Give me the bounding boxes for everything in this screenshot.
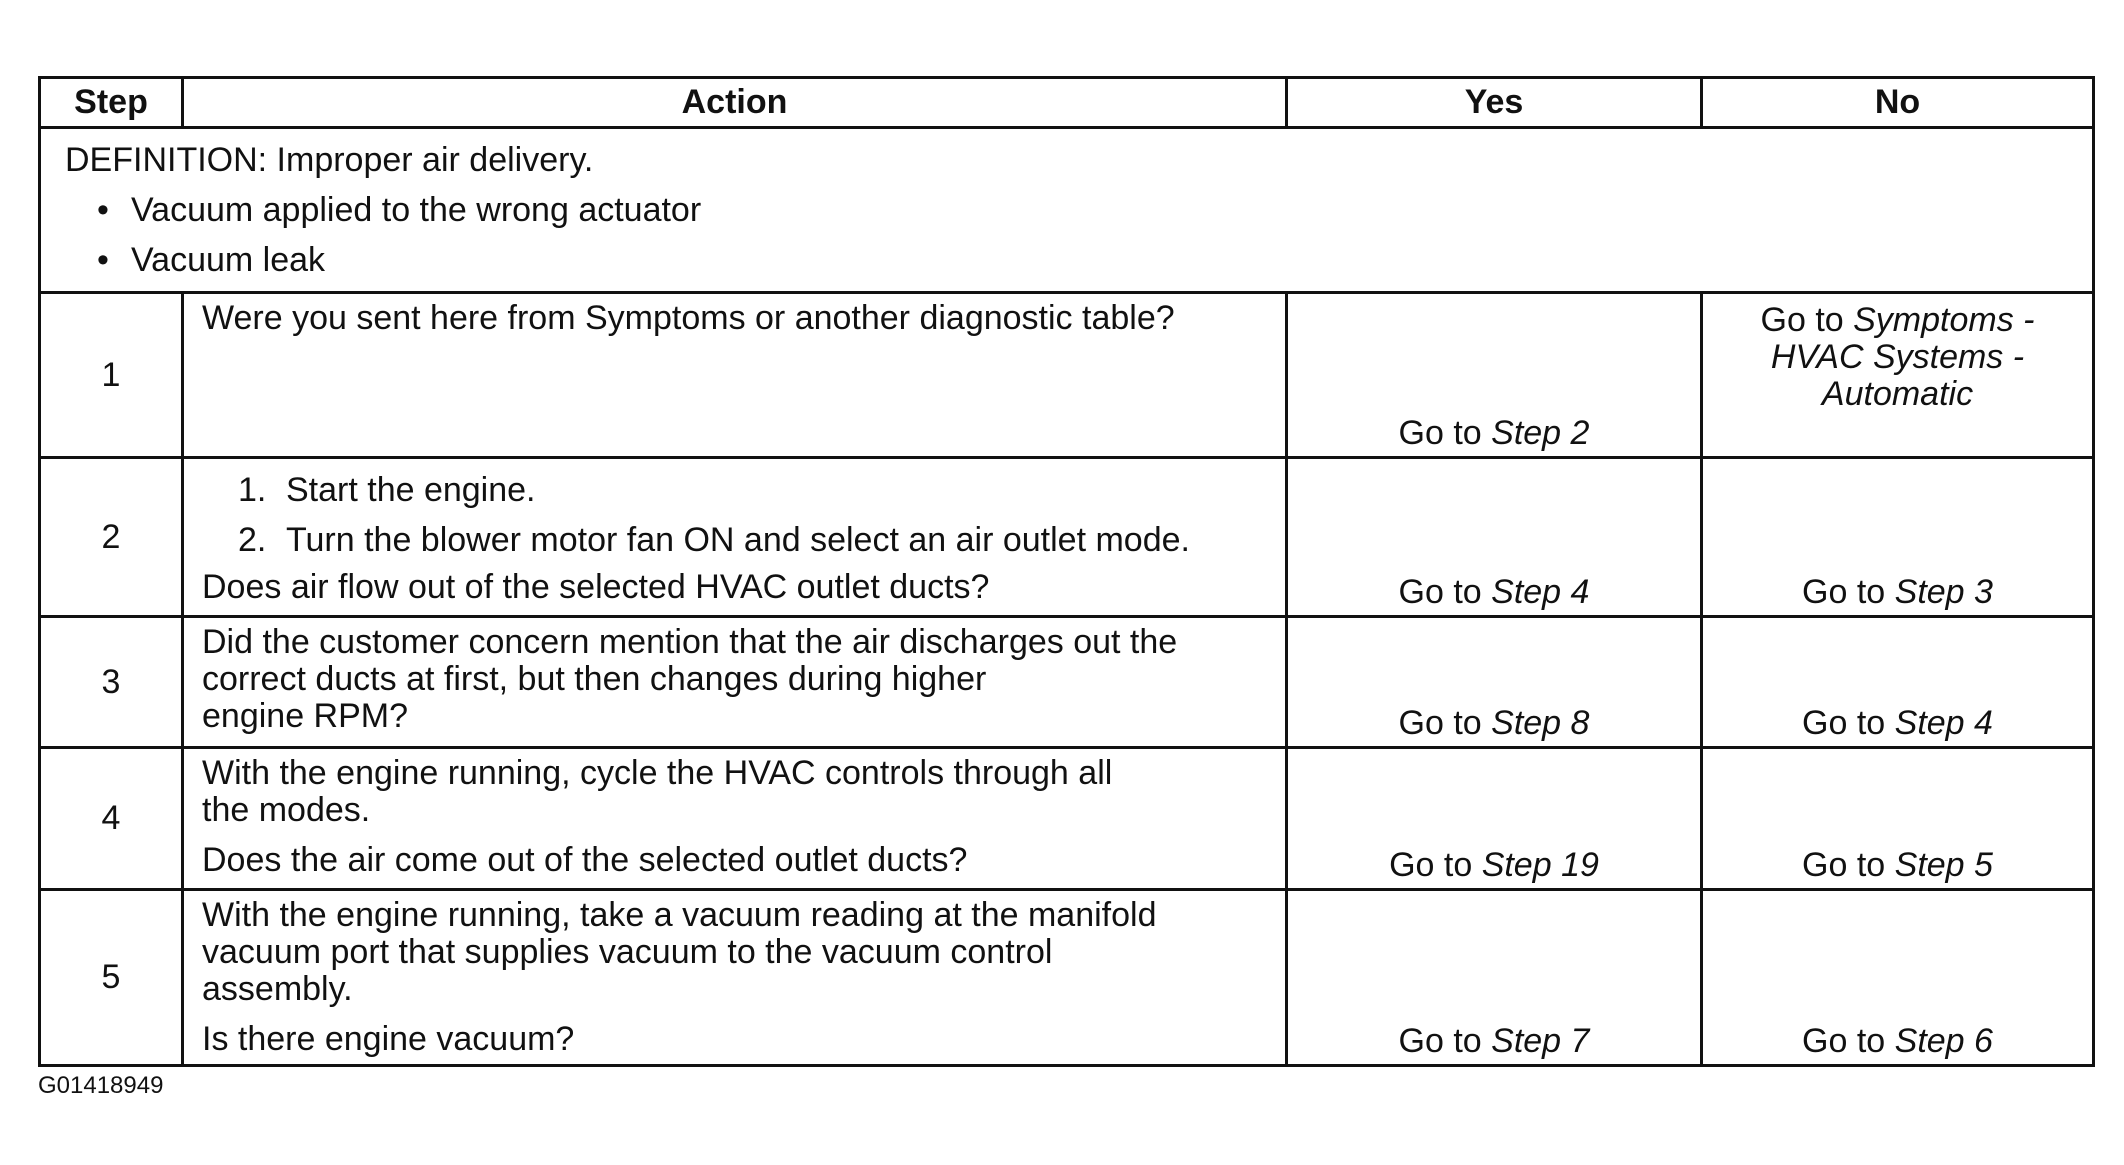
yes-cell [1287,458,1702,617]
no-cell [1702,458,2094,617]
no-cell [1702,293,2094,458]
action-cell [183,293,1287,458]
no-prefix: Go to [1802,846,1895,884]
header-action: Action [183,78,1287,128]
yes-prefix: Go to [1398,704,1492,742]
action-text: Did the customer concern mention that the air discharges out the [202,623,1178,661]
table-row [40,458,2094,617]
action-list-item [202,515,1271,565]
yes-step-link: Step 7 [1491,1022,1590,1060]
yes-cell [1287,293,1702,458]
table-row [40,617,2094,748]
action-question: Does air flow out of the selected HVAC outlet ducts? [202,568,990,606]
yes-prefix: Go to [1398,1022,1492,1060]
header-no: No [1702,78,2094,128]
no-cell [1702,890,2094,1066]
step-number: 2 [40,458,183,617]
diagnostic-table [38,76,2095,1067]
yes-prefix: Go to [1398,573,1492,611]
definition-bullet [65,235,2092,285]
yes-step-link: Step 4 [1491,573,1590,611]
bullet-icon: • [97,191,109,229]
list-number: 2. [238,521,267,559]
action-list-item [202,465,1271,515]
action-text: vacuum port that supplies vacuum to the vacuum control [202,933,1053,971]
no-prefix: Go to [1802,573,1895,611]
action-cell [183,748,1287,890]
no-prefix: Go to [1760,301,1854,339]
yes-prefix: Go to [1398,414,1492,452]
yes-step-link: Step 19 [1481,846,1599,884]
no-step-link: Step 3 [1894,573,1993,611]
no-target-line: Symptoms - [1853,301,2035,339]
figure-id: G01418949 [38,1072,164,1099]
yes-cell [1287,748,1702,890]
bullet-icon: • [97,241,109,279]
action-cell [183,890,1287,1066]
no-step-link: Step 5 [1894,846,1993,884]
definition-title: DEFINITION: Improper air delivery. [65,141,594,179]
table-row [40,748,2094,890]
action-text: engine RPM? [202,697,409,735]
list-text: Turn the blower motor fan ON and select an air outlet mode. [286,521,1190,559]
yes-step-link: Step 2 [1491,414,1590,452]
action-question: Is there engine vacuum? [202,1020,575,1058]
step-number: 3 [40,617,183,748]
table-row [40,890,2094,1066]
yes-cell [1287,617,1702,748]
action-text: Were you sent here from Symptoms or another diagnostic table? [202,299,1175,337]
action-cell [183,458,1287,617]
header-step: Step [40,78,183,128]
action-text: the modes. [202,791,371,829]
no-step-link: Step 6 [1894,1022,1993,1060]
no-prefix: Go to [1802,1022,1895,1060]
action-cell [183,617,1287,748]
definition-cell [40,128,2094,293]
no-cell [1702,748,2094,890]
definition-bullet-text: Vacuum applied to the wrong actuator [131,191,702,229]
yes-cell [1287,890,1702,1066]
definition-bullet [65,185,2092,235]
no-prefix: Go to [1802,704,1895,742]
yes-prefix: Go to [1389,846,1482,884]
action-text: With the engine running, take a vacuum reading at the manifold [202,896,1157,934]
yes-step-link: Step 8 [1491,704,1590,742]
table-row [40,293,2094,458]
step-number: 5 [40,890,183,1066]
action-text: With the engine running, cycle the HVAC controls through all [202,754,1113,792]
action-question: Does the air come out of the selected outlet ducts? [202,841,968,879]
action-text: correct ducts at first, but then changes during higher [202,660,987,698]
action-text: assembly. [202,970,353,1008]
list-text: Start the engine. [286,471,536,509]
no-cell [1702,617,2094,748]
definition-bullet-text: Vacuum leak [131,241,326,279]
header-yes: Yes [1287,78,1702,128]
no-target-line: Automatic [1821,375,1974,413]
step-number: 1 [40,293,183,458]
definition-row [40,128,2094,293]
step-number: 4 [40,748,183,890]
no-target-line: HVAC Systems - [1770,338,2025,376]
header-row [40,78,2094,128]
list-number: 1. [238,471,267,509]
no-step-link: Step 4 [1894,704,1993,742]
